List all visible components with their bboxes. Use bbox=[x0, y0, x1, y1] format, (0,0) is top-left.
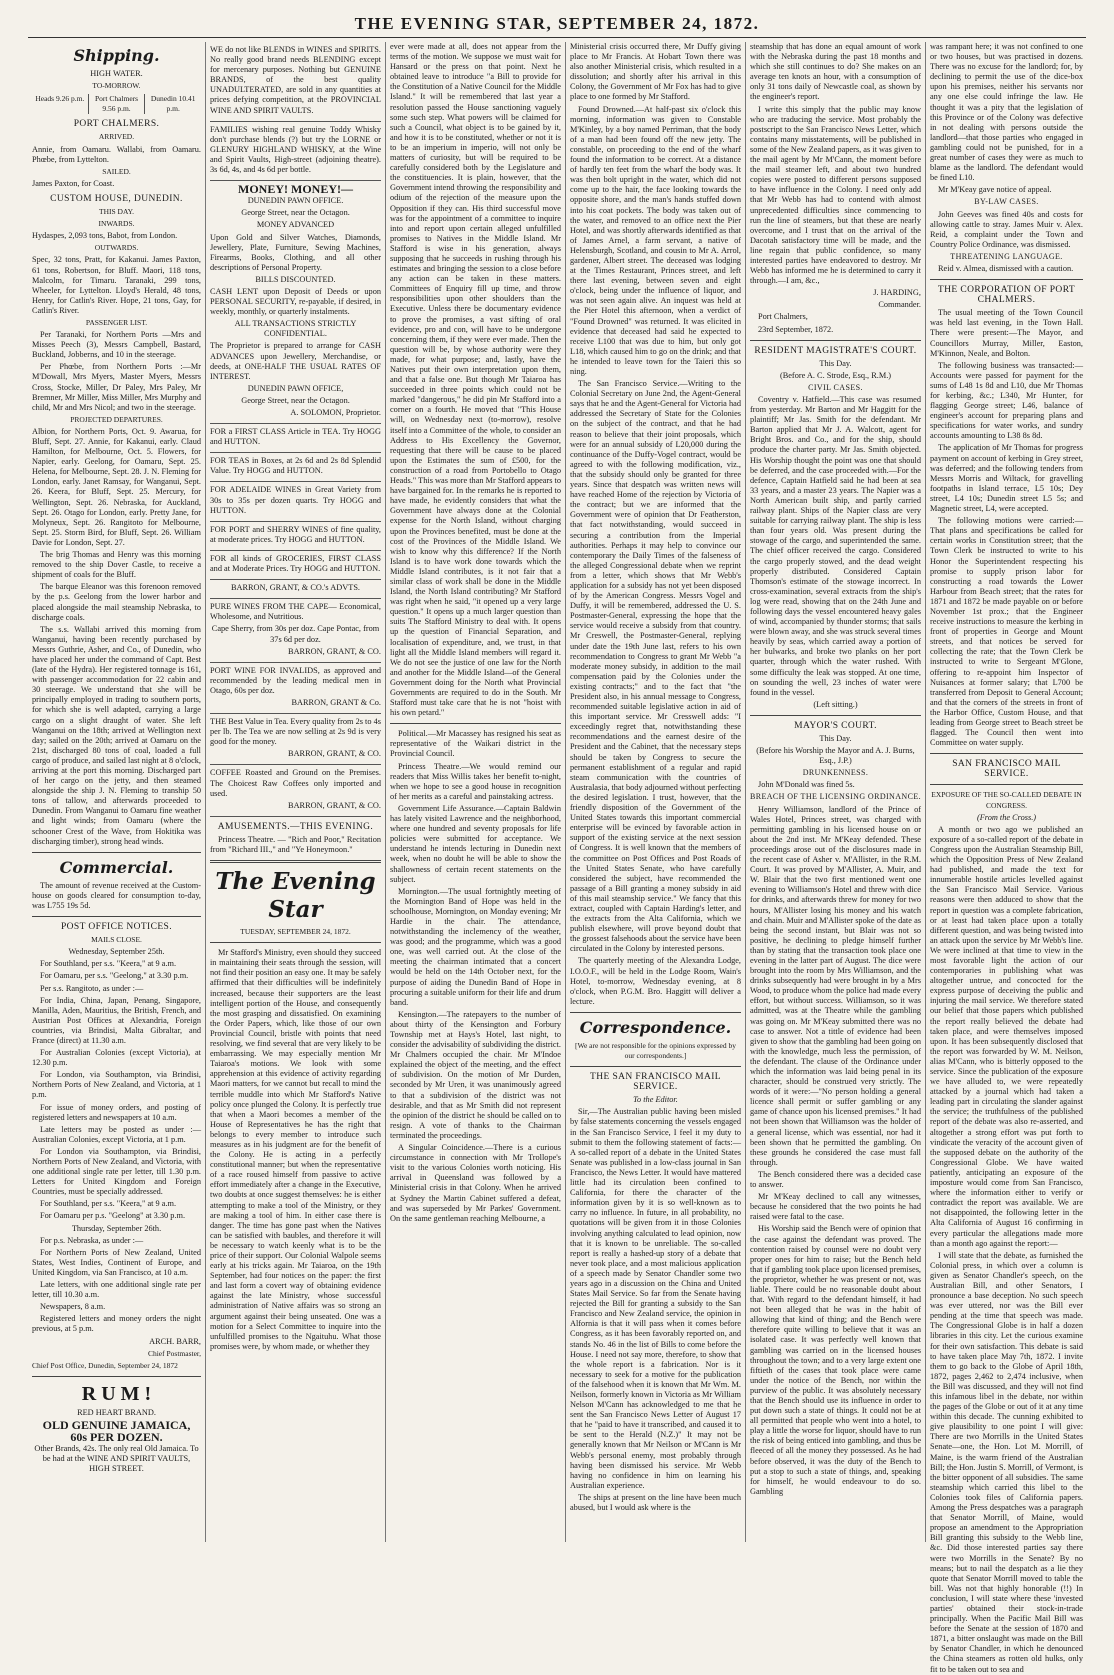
leader-article: Mr Stafford's Ministry, even should they succeed in maintaining their seats through the session, will not find their position an easy one. It may be safely affirmed that their difficulties will be indefinitely increased, because their supporters are the least intelligent portion of the House, and consequently the most grasping and dissatisfied. On examining the Order Papers, which, like those of our own Provincial Council, bristle with points that need resolving, we find several that are very likely to be embarrassing. We may especially mention Mr Taiaroa's motions. We look with some apprehension at this evidence of activity regarding Maori matters, for we cannot but recall to mind the terrible muddle into which Mr Stafford's Native policy once plunged the Colony. It is perfectly true that when a Maori becomes a member of the House of Representatives he has the right that belongs to every member to introduce such measures as in his judgment are for the benefit of the Colony. He is acting in a perfectly constitutional manner; but when the representative of a race roused himself from passive to active effort immediately after a change in the Executive, two doubts at once suggest themselves: he is either attempting to make a tool of the Ministry, or they are making a tool of him. In either case there is danger. The time has gone past when the Natives can be satisfied with baubles, and therefore it will be necessary to watch keenly what is to be the price of their support. Our Colonial Walpole seems early at his tricks again. Mr Taiaroa, on the 19th September, had four notices on the paper: the first and last form a covert way of obtaining evidence against the late Ministry, whose successful administration of Native affairs was so strong an argument against their being unseated. One was a motion for a Select Committee to inquire into the unfulfilled promises to the Ngaituhu. What those promises were, by whom made, or whether they bbox=[210, 948, 381, 1351]
divider bbox=[210, 860, 381, 863]
advert-best-tea bbox=[210, 714, 381, 765]
advert-text: THE Best Value in Tea. Every quality from 2s to 4s per lb. The Tea we are now selling at 2s 9d is very good for the money. bbox=[210, 717, 381, 747]
court-report: Reid v. Almea, dismissed with a caution. bbox=[938, 263, 1074, 273]
corporation-para: The usual meeting of the Town Council was held last evening, in the Town Hall. There were present:—The Mayor, and Councillors Murray, Miller, Easton, M'Kinnon, Neale, and Bolton. bbox=[930, 308, 1083, 358]
advert-text: FOR PORT and SHERRY WINES of fine quality, at moderate prices. Try HOGG and HUTTON. bbox=[210, 524, 381, 544]
mail-item: For Northern Ports of New Zealand, United States, West Indies, Continent of Europe, and United Kingdom, via San Francisco, at 10 a.m. bbox=[32, 1247, 201, 1277]
mail-item: For issue of money orders, and posting of registered letters and newspapers at 10 a.m. bbox=[32, 1102, 201, 1122]
rm-court-heading: RESIDENT MAGISTRATE'S COURT. bbox=[754, 345, 917, 356]
advert-sign: BARRON, GRANT, & CO. bbox=[288, 749, 381, 759]
correspondence-heading: Correspondence. bbox=[579, 1017, 732, 1037]
commercial-heading: Commercial. bbox=[59, 857, 174, 877]
tide-table bbox=[32, 94, 201, 114]
pawn-body: Upon Gold and Silver Watches, Diamonds, Jewellery, Plate, Furniture, Sewing Machines, Firearms, Books, Clothing, and all other descriptions of Personal Property. bbox=[210, 232, 381, 272]
court-report: Mr M'Keay declined to call any witnesses, because he considered that the two points he had raised were fatal to the case. bbox=[750, 1192, 921, 1222]
news-item: Kensington.—The ratepayers to the number of about thirty of the Kensington and Forbury Township met at Hays's Hotel, last night, to consider the advisability of subdividing the district. Mr Chalmers occupied the chair. Mr M'Indoe explained the object of the meeting, and the effect of subdivision. On the motion of Mr Durden, seconded by Mr Uren, it was unanimously agreed to that a subdivision of the district was not desirable, and that as Mr Smith did not represent the opinion of the district he should be called on to resign. A vote of thanks to the Chairman terminated the proceedings. bbox=[390, 1009, 561, 1140]
divider bbox=[32, 1376, 201, 1377]
rum-ad-price: 60s PER DOZEN. bbox=[70, 1429, 163, 1444]
pawn-office-name: DUNEDIN PAWN OFFICE, bbox=[247, 383, 344, 393]
mail-item: For London via Southampton, via Brindisi, Northern Ports of New Zealand, and Victoria, with one additional single rate per letter, till 1.30 p.m. Letters for United Kingdom and Foreign Countries, must be specially addressed. bbox=[32, 1146, 201, 1197]
mail-item: For Australian Colonies (except Victoria), at 12.30 p.m. bbox=[32, 1048, 201, 1068]
mail-item: For Oamaru, per s.s. "Geelong," at 3.30 p.m. bbox=[40, 971, 189, 981]
mail-item: Late letters may be posted as under :— Australian Colonies, except Victoria, at 1 p.m. bbox=[32, 1124, 201, 1144]
confidential: ALL TRANSACTIONS STRICTLY CONFIDENTIAL. bbox=[234, 319, 357, 339]
arrived-list: Annie, from Oamaru. Wallabi, from Oamaru. Phœbe, from Lyttelton. bbox=[32, 144, 201, 164]
advert-heading: BARRON, GRANT, & CO.'s ADVTS. bbox=[230, 583, 361, 593]
advert-sign: BARRON, GRANT, & CO. bbox=[288, 800, 381, 810]
letter-signature-title: Commander. bbox=[878, 300, 921, 310]
advert-text: PORT WINE FOR INVALIDS, as approved and recommended by the leading medical men in Otago, 60s per doz. bbox=[210, 665, 381, 695]
letter-salutation: To the Editor. bbox=[633, 1095, 678, 1105]
letter-body: Sir,—The Australian public having been misled by false statements concerning the vessels engaged in the San Francisco Service, I feel it my duty to submit to them the following statement of facts:—A so-called report of a debate in the United States Senate was published in a low-class journal in San Francisco, the News Letter. It would have mattered little had its circulation been confined to California, for there the character of the information given by it is so well-known as to carry no influence. In future, in all probability, no quotations will be given from it in those Colonies involving anything calculated to lead opinion, now that it is known to be unreliable. The so-called report is really a hashed-up story of a debate that never took place, and a most malicious application of a speech made by Senator Chandler some two years ago in a discussion on the China and United States Mail Service. So far from the Senate having rejected the Bill for granting a subsidy to the San Francisco and New Zealand service, the opinion in Alfornia is that it will pass when it comes before Congress, as it has been favorably reported on, and stands No. 46 in the list of Bills to come before the House. I need not say more, therefore, to show that the whole report is a fabrication. Nor is it necessary to seek for a motive for the publication of the falsehood when it is known that Mr Wm. M. Neilson, formerly known in Victoria as Mr William Nelson M'Cann has acknowledged to me that he sent the San Francisco News Letter of August 17 that he "paid to have it transcribed, and caused it to be sent to the Herald (N.Z.)" It may not be generally known that Mr Neilson or M'Cann is Mr Webb's personal enemy, most probably through having been dismissed his service. Mr Webb having no confidence in him on learning his Australian experience. bbox=[570, 1107, 741, 1490]
court-report: Mr M'Keay gave notice of appeal. bbox=[938, 185, 1052, 195]
cash-lent: CASH LENT upon Deposit of Deeds or upon PERSONAL SECURITY, re-payable, if desired, in weekly, monthly, or quarterly instalments. bbox=[210, 286, 381, 317]
passenger-heading: PASSENGER LIST. bbox=[85, 317, 148, 327]
passenger-para: Per Taranaki, for Northern Ports —Mrs and Misses Peech (3), Messrs Campbell, Bastard, Buckland, Jobberns, and 10 in the steerage. bbox=[32, 330, 201, 360]
court-report: John M'Donald was fined 5s. bbox=[758, 780, 855, 790]
disclaimer: [We are not responsible for the opinions expressed by our correspondents.] bbox=[574, 1040, 737, 1060]
advert-groceries bbox=[210, 551, 381, 580]
divider bbox=[930, 753, 1083, 754]
news-item: Found Drowned.—At half-past six o'clock this morning, information was given to Constable M'Kinley, by a boy named Perriman, that the body of a man had been found off the new jetty. The constable, on proceeding to the end of the wharf found the information to be correct. At a distance of hardly ten feet from the wharf the body was. It was then bolt upright in the water, which did not come up to the hair, the face looking towards the opposite shore, and the man's hands stuffed down into his coat pockets. The body was taken out of the water, and removed to an office next the Pier Hotel, and was shortly afterwards identified as that of James Arnel, a farm servant, a native of Helensburgh, Scotland, and cousin to Mr A. Arrol, gardener, Albert street. The deceased was lodging at the Times Restaurant, Princes street, and left there last evening, between seven and eight o'clock, being under the influence of liquor, and was not seen again alive. An inquest was held at the Pier Hotel this afternoon, when a verdict of "Found Drowned" was returned. It was elicited in evidence that deceased had said he expected to receive L100 that was due to him, but only got L18, which caused him to go on the drink; and that he intended to leave town for the Taieri this so ning. bbox=[570, 104, 741, 376]
divider bbox=[32, 916, 201, 917]
corporation-para: The application of Mr Thomas for progress payment on account of kerbing in Grey street, was deferred; and the following tenders from Messrs Morris and Wiltack, for gravelling footpaths in Island terrace, L5 10s; Dey street, L4 10s; Dunedin street L5 5s; and Magnetic street, L4, were accepted. bbox=[930, 443, 1083, 514]
this-day-label: This Day. bbox=[819, 734, 852, 743]
advert-text: FOR all kinds of GROCERIES, FIRST CLASS and at Moderate Prices. Try HOGG and HUTTON. bbox=[210, 553, 381, 574]
advert-port-sherry bbox=[210, 522, 381, 551]
advert-text: FOR TEAS in Boxes, at 2s 6d and 2s 8d Splendid Value. Try HOGG and HUTTON. bbox=[210, 456, 381, 476]
before-label: (Before A. C. Strode, Esq., R.M.) bbox=[779, 370, 892, 380]
proprietor-name: A. SOLOMON, Proprietor. bbox=[290, 408, 381, 417]
threatening-heading: THREATENING LANGUAGE. bbox=[950, 251, 1063, 261]
tide-dunedin: Dunedin 10.41 p.m. bbox=[144, 94, 201, 114]
advert-tea-boxes bbox=[210, 453, 381, 482]
inwards-list: Hydaspes, 2,093 tons, Babot, from London. bbox=[32, 231, 178, 241]
shipping-para: The brig Thomas and Henry was this morning removed to the ship Dover Castle, to receive a shipment of coals for the Bluff. bbox=[32, 550, 201, 580]
post-office-heading: POST OFFICE NOTICES. bbox=[60, 922, 173, 933]
advert-text: FAMILIES wishing real genuine Toddy Whisky don't purchase blends (?) but try the LORNE or GLENURY HIGHLAND WHISKY, at the Wine and Spirit Vaults, High-street (adjoining theatre). 3s 6d, 4s, and 4s 6d per bottle. bbox=[210, 124, 381, 175]
article-body: A month or two ago we published an exposure of a so-called report of the debate in Congress upon the Australian Steamship Bill, which the Opposition Press of New Zealand had published, and made the text for innumerable hostile articles levelled against the San Francisco Mail Service. Various reasons were then adduced to show that the report in question was a complete fabrication, or at least had taken place upon a totally different question, and was being twisted into an attack upon the service by Mr Webb's line. We were inclined at that time to view in the most favorable light the action of our contemporaries in publishing what was altogether untrue, and concocted for the express purpose of deceiving the public and injuring the mail service. We therefore stated our belief that those papers which published the report really believed the debate had taken place, and were themselves imposed upon. It has been subsequently disclosed that the report was forwarded by W. M. Neilson, alias M'Cann, who is bitterly opposed to the service. Since the publication of the exposure we have alluded to, we were repeatedly attacked by a journal which had taken a leading part in circulating the slander against the service; the truthfulness of the published report of the debate was also re-asserted, and altogether a strong effort was put forth to vindicate the veracity of the account given of the supposed debate on the authority of the Congressional Globe. We have waited patiently, anticipating an exposure of the imposture would come from San Francisco, where the information either to verify or contradict the report was available. We are not disappointed, the following letter in the Alta California of August 16 confirming in every particular the allegations made more than a month ago against the report:— bbox=[930, 824, 1083, 1248]
column-3 bbox=[385, 42, 565, 1542]
advert-text: FOR a FIRST CLASS Article in TEA. Try HOGG and HUTTON. bbox=[210, 427, 381, 447]
pawn-office-address: George Street, near the Octagon. bbox=[241, 395, 350, 405]
mayors-court-heading: MAYOR'S COURT. bbox=[794, 720, 877, 731]
tide-port: Port Chalmers 9.56 p.m. bbox=[88, 94, 145, 114]
amusements-heading: AMUSEMENTS.—THIS EVENING. bbox=[217, 821, 374, 832]
news-item: Political.—Mr Macassey has resigned his seat as representative of the Waikari district in the Provincial Council. bbox=[390, 729, 561, 759]
pawn-office-address: George Street, near the Octagon. bbox=[241, 208, 350, 218]
advert-barron-heading bbox=[210, 580, 381, 599]
pawn-money-title: MONEY! MONEY!— bbox=[238, 182, 353, 197]
letter-body-cont: steamship that has done an equal amount of work with the Nebraska during the past 18 months and which she still continues to do? She makes on an average ten knots an hour, with a consumption of only 31 tons daily of Newcastle coal, as shown by the engineer's report. bbox=[750, 42, 921, 102]
news-item: Mornington.—The usual fortnightly meeting of the Mornington Band of Hope was held in the schoolhouse, Mornington, on Monday evening; Mr Hardie in the chair. The attendance, notwithstanding the inclemency of the weather, was good; and the programme, which was a good one, was well carried out. At the close of the meeting the chairman intimated that a concert would be held on the 14th October next, for the purpose of aiding the Dunedin Band of Hope in procuring a suitable uniform for their life and drum band. bbox=[390, 886, 561, 1007]
news-item-cont: Ministerial crisis occurred there, Mr Duffy giving place to Mr Francis. At Hobart Town there was also another Ministerial crisis, which resulted in a dissolution; and shortly after his arrival in this Colony, the Government of Mr Fox has had to give place to one formed by Mr Stafford. bbox=[570, 42, 741, 102]
corporation-para: The following motions were carried:—That plans and specifications be called for certain works in Constitution street; that the Town Clerk be instructed to write to his Honor the Superintendent respecting his promise to supply prison labor for constructing a road towards the Lower Harbour from Beach street; that the rates for 1871 and 1872 be made payable on or before November 1st prox.; that the Engineer receive instructions to measure the kerbing in front of properties in George and Mount streets, and that notices be served for collecting the rate; that the Town Clerk be instructed to write to Sergeant M'Glone, offering to re-appoint him Inspector of Nuisances at former salary; that L700 be transferred from Deposit to General Account; and that the corners of the streets in front of the Harbor Office, Custom House, and that leading from George street to Beach street be flagged. The Council then went into Committee on water supply. bbox=[930, 516, 1083, 748]
column-1 bbox=[28, 42, 205, 1542]
date-line: Wednesday, September 25th. bbox=[68, 947, 165, 957]
masthead: THE EVENING STAR, SEPTEMBER 24, 1872. bbox=[354, 14, 760, 33]
source-credit: (From the Cross.) bbox=[976, 812, 1037, 822]
tomorrow-label: TO-MORROW. bbox=[92, 81, 141, 91]
drunkenness-heading: DRUNKENNESS. bbox=[802, 768, 869, 778]
mail-item: For Southland, per s.s. "Keera," at 9 a.m. bbox=[40, 959, 177, 969]
advert-text: WE do not like BLENDS in WINES and SPIRITS. No really good brand needs BLENDING except for mercenary purposes. Nothing but GENUINE BRANDS, of the best quality UNADULTERATED, are sold in any quantities at prices defying competition, at the PROVINCIAL WINE AND SPIRIT VAULTS. bbox=[210, 45, 381, 115]
nameplate-date: TUESDAY, SEPTEMBER 24, 1872. bbox=[240, 927, 351, 937]
mail-item: For Southland, per s.s. "Keera," at 9 a.m. bbox=[40, 1199, 177, 1209]
divider bbox=[32, 852, 201, 853]
money-advanced: MONEY ADVANCED bbox=[256, 220, 335, 230]
high-water-heading: HIGH WATER. bbox=[90, 69, 143, 78]
news-item: Government Life Assurance.—Captain Baldwin has lately visited Lawrence and the neighborhood, where one hundred and seventy proposals for life policies were submitted for acceptance. We understand he intends lecturing in Dunedin next week, when no doubt he will be able to show the shallowness of certain recent statements on the subject. bbox=[390, 803, 561, 884]
advert-port-invalids bbox=[210, 663, 381, 714]
projected-list: Albion, for Northern Ports, Oct. 9. Awarua, for Bluff, Sept. 27. Annie, for Kakanui, early. Claud Hamilton, for Melbourne, Oct. 5. Flowers, for Napier, early. Geelong, for Oamaru, Sept. 25. Helena, for Melbourne, Sept. 28. J. N. Fleming for London, early. Janet Ramsay, for Wanganui, Sept. 26. Keera, for Bluff, Sept. 25. Mercury, for Wellington, Sept. 26. Nebraska, for Auckland, Sept. 26. Otago for London, early. Pretty Jane, for Molyneux, Sept. 26. Rangitoto for Melbourne, Sept. 25. Storm Bird, for Bluff, Sept. 26. William Davie for London, Sept. 27. bbox=[32, 426, 201, 547]
exposure-subheading: EXPOSURE OF THE SO-CALLED DEBATE IN CONGRESS. bbox=[931, 790, 1082, 810]
advert-cape-wines bbox=[210, 599, 381, 662]
advert-blends bbox=[210, 42, 381, 122]
left-sitting: (Left sitting.) bbox=[813, 699, 858, 709]
news-item: The San Francisco Service.—Writing to the Colonial Secretary on June 2nd, the Agent-General says that he and the Agent-General for Victoria had addressed the Secretary of State for the Colonies on the subject of the contract, and that he had reason to believe that their joint proposals, which were for an annual subsidy of L20,000 during the continuance of the Duffy-Vogel contract, would be agreed to with the following modification, viz., that the subsidy should only be granted for three years. Since that despatch was written news will have reached Home of the rejection by Victoria of the contract; but we are informed that the Government were of opinion that Dr Featherston, that fact notwithstanding, would succeed in securing a contribution from the Imperial authorities. Perhaps it may help to convince our contemporary the Daily Times of the falseness of the alleged Congressional debate when we reprint from a letter, which shows that Mr Webb's application for a subsidy has not yet been disposed of by the American Congress. Messrs Vogel and Duffy, it will be remembered, addressed the U. S. Postmaster-General, expressing the hope that the service would receive a subsidy from that country. Mr Creswell, the Postmaster-General, replying under date the 19th June last, refers to his own recommendation to Congress to grant Mr Webb "a moderate money subsidy, in addition to the mail compensation paid by the Colonies under the existing contracts;" and to the fact that "the President also, in his annual message to Congress, recommended suitable legislative action in aid of this important service. Mr Cresswell adds: "I exceedingly regret that, notwithstanding these recommendations and the earnest desire of the President and the Cabinet, that the necessary steps should be taken by Congress to secure the permanent establishment of a regular and rapid steam communication with the countries of Australasia, that body adjourned without perfecting the desired legislation. I trust, however, that the friendly disposition of the Government of the United States towards this important commercial enterprise will be evinced by favorable action in support of the existing service at the next session of Congress. It is well known that the members of the committee on Post Offices and Post Roads of the United States Senate, who have carefully considered the subject, have recommended the passage of a Bill granting a money subsidy in aid of this mail steamship service." We fancy that this extract, coupled with Captain Harding's letter, and the extracts from the Alta California, which we publish elsewhere, will prove beyond doubt that the grossest falsehoods about the service have been circulated in the Colony by interested persons. bbox=[570, 379, 741, 954]
outwards-heading: OUTWARDS. bbox=[94, 243, 139, 253]
signature-place: Chief Post Office, Dunedin, September 24, 1872 bbox=[32, 1360, 178, 1370]
column-6 bbox=[925, 42, 1087, 1674]
arrived-heading: ARRIVED. bbox=[98, 132, 135, 142]
divider bbox=[750, 340, 921, 341]
divider bbox=[570, 1012, 741, 1013]
court-report: The Bench considered there was a decided case to answer. bbox=[750, 1169, 921, 1190]
proprietor-note: The Proprietor is prepared to arrange for CASH ADVANCES upon Jewellery, Merchandise, or deeds, at ONE-HALF THE USUAL RATES OF INTEREST. bbox=[210, 341, 381, 381]
sailed-heading: SAILED. bbox=[102, 166, 131, 176]
advert-sign: BARRON, GRANT, & CO. bbox=[288, 646, 381, 656]
divider bbox=[750, 715, 921, 716]
mails-close-label: MAILS CLOSE. bbox=[91, 935, 142, 945]
bills-discounted: BILLS DISCOUNTED. bbox=[255, 274, 336, 284]
top-rule bbox=[28, 37, 1086, 38]
leader-article-cont: ever were made at all, does not appear from the terms of the motion. We suppose we must wait for Hansard or the press on that point. Next he obtained leave to introduce "a Bill to provide for the Constitution of a Native Council for the Middle Island." It will be remembered that last year a resolution passed the House sanctioning vaguely some such step. What powers will be claimed for such a Council, what object is to be gained by it, and how it is to be constituted, whether or not it is to be an imperium in imperio, will not only be matters of curiosity, but will be required to be carefully considered both by the Legislature and the constituencies. It is plain, however, that the Government intend throwing the responsibility and odium of the rejection of the measure upon the Opposition if they can. His third successful move was for the appointment of a committee to inquire into and report upon certain alleged unfulfilled promises to Natives in the Middle Island. Mr Stafford is wise in his generation, always supposing that he succeeds in rushing through his estimates and bringing the session to a close before any action can be taken in these matters. Committees of Enquiry fill up time, and throw responsibilities upon other shoulders than the Executive. Unless there be documentary evidence to prove the promises, a vast sifting of oral evidence, pro and con, will have to be undergone concerning them, if they were ever made. Then the question will be, by whose authority were they made, for what purpose; and, lastly, have the Natives put their own interpretation upon them, and that a false one. But though Mr Taiaroa has succeeded in three points which could not be marked "dangerous," he did pin Mr Stafford into a corner on a fourth. He moved that "This House will, on Wednesday next (to-morrow), resolve itself into a Committee of the whole, to consider an Address to His Excellency the Governor, requesting that there will be cause to be placed upon the Estimates the sum of £500, for the construction of a road from Portobello to Otago Heads." This was more than Mr Stafford appears to have bargained for. In the remarks he is reported to have made, he evidently considers that what the Government have always done at the Colonial expense for the North Island, without charging upon the Provinces benefited, must be done at the cost of the Provinces of the Middle Island. We wish to know why this difference? If the North Island is to have work done towards which the Middle Island contributes, is it not fair that a similar class of work shall be done in the Middle Island, the North Island contributing? Mr Stafford was right when he said, "it opened up a very large question." It opens up a much larger question than suits The Stafford Ministry to deal with. It opens up the question of Financial Separation, and localisation of expenditure, and, we trust, in that light all the Middle Island members will regard it. We do not see the justice of one law for the North and another for the Middle Island—of the General Government doing for the North what Provincial Governments are required to do in the South. Mr Stafford must take care that he is not "hoist with his own petard." bbox=[390, 42, 561, 718]
civil-cases-heading: CIVIL CASES. bbox=[808, 382, 863, 392]
divider bbox=[930, 279, 1083, 280]
amusements-text: Princess Theatre. — "Rich and Poor," Recitation from "Richard III.," and "Ye Honeymoon." bbox=[210, 834, 381, 854]
corporation-para: The following business was transacted:—Accounts were passed for payment for the sums of L48 1s 8d and L10, due Mr Thomas for kerbing, &c.; L340, Mr Hunter, for flagging George street; L46, balance of engineer's account for preparing plans and specifications for water works, and sundry accounts amounting to L38 8s 8d. bbox=[930, 360, 1083, 441]
passenger-para: Per Phœbe, from Northern Ports :—Mr M'Dowall, Mrs Myers, Master Myers, Messrs Cross, Stocke, Miller, Dr Paley, Mrs Paley, Mr Bremner, Mr Miller, Miss Miller, Mrs Murphy and child, Mr and Mrs Nicol; and two in the steerage. bbox=[32, 362, 201, 412]
letter-place: Port Chalmers, bbox=[758, 312, 808, 322]
rum-ad-jamaica: OLD GENUINE JAMAICA, bbox=[42, 1417, 191, 1432]
shipping-heading: Shipping. bbox=[73, 46, 160, 65]
divider bbox=[930, 784, 1083, 785]
pawn-office-name: DUNEDIN PAWN OFFICE. bbox=[247, 196, 344, 206]
mail-item: For London, via Southampton, via Brindisi, Northern Ports of New Zealand, and Victoria, at 1 p.m. bbox=[32, 1070, 201, 1100]
custom-house-heading: CUSTOM HOUSE, DUNEDIN. bbox=[50, 193, 183, 204]
news-item: Princess Theatre.—We would remind our readers that Miss Willis takes her benefit to-night, when we hope to see a good house in recognition of her merits as a careful and painstaking actress. bbox=[390, 761, 561, 801]
sailed-list: James Paxton, for Coast. bbox=[32, 178, 115, 188]
shipping-para: The barque Eleanor was this forenoon removed by the p.s. Geelong from the lower harbor and placed alongside the mail steamship Nebraska, to discharge coals. bbox=[32, 582, 201, 622]
projected-heading: PROJECTED DEPARTURES. bbox=[70, 414, 163, 424]
letter-heading: THE SAN FRANCISCO MAIL SERVICE. bbox=[590, 1072, 721, 1093]
mail-item: For Oamaru per p.s. "Geelong" at 3.30 p.m. bbox=[40, 1211, 186, 1221]
court-report: His Worship said the Bench were of opinion that the case against the defendant was proved. The contention raised by counsel were no doubt very proper ones for him to raise; but the Bench held that if gambling took place upon licensed premises, the proprietor, whether he was present or not, was liable. There could be no reasonable doubt about that. With regard to the defendant himself, it had not been alleged that he was in the habit of allowing that kind of thing; and the Bench were therefore quite willing to believe that it was an isolated case. It was perfectly well known that gambling was carried on in the licensed houses throughout the town; and to a very large extent one fiftieth of the cases that took place were came under the notice of the Bench, nor within the purview of the public. It was absolutely necessary that the Bench should use its influence in order to put down such a state of things. It could not be at all permitted that people who went into a hotel, to play a little the worse for liquor, should have to run the risk of being enticed into gambling, and thus be fleeced of all the money they possessed. As he had before observed, it was the duty of the Bench to put a stop to such a state of things, and, speaking for himself, he would endeavour to do so. Gambling bbox=[750, 1224, 921, 1496]
rum-ad-body: Other Brands, 42s. The only real Old Jamaica. To be had at the WINE AND SPIRIT VAULTS, HIGH STREET. bbox=[34, 1444, 199, 1474]
breach-heading: BREACH OF THE LICENSING ORDINANCE. bbox=[750, 792, 922, 802]
advert-text: PURE WINES FROM THE CAPE— Economical, Wholesome, and Nutritious. bbox=[210, 602, 381, 622]
advert-sign: BARRON, GRANT & Co. bbox=[291, 697, 381, 707]
news-item: The quarterly meeting of the Alexandra Lodge, I.O.O.F., will be held in the Lodge Room, Wain's Hotel, to-morrow, Wednesday evening, at 8 o'clock, when P.G.M. Bro. Haggitt will deliver a lecture. bbox=[570, 956, 741, 1006]
mail-item: For p.s. Nebraska, as under :— bbox=[40, 1235, 144, 1245]
date-line: Thursday, September 26th. bbox=[71, 1223, 162, 1233]
mail-item: Per s.s. Rangitoto, as under :— bbox=[40, 983, 144, 993]
article-body: I will state that the debate, as furnished the Colonial press, in which over a column is given as Senator Chandler's speech, on the Australian Bill, and other Senators, I pronounce a base deception. No such speech was ever uttered, nor was the Bill ever pending at the time that speech was made. The Congressional Globe is in half a dozen libraries in this city. Let the curious examine for their own satisfaction. This debate is said to have taken place May 7th, 1872. I invite them to go back to the Globe of April 18th, 1872, pages 2,462 to 2,474 inclusive, when the Bill was discussed, and they will not find this infamous libel in the debate, nor within the pages of the Globe or out of it at any time within this decade. The cunning exhibited to give plausibility to one point I will give: There are two Morrills in the United States Senate—one, the Hon. Lot M. Morrill, of Maine, is the warm friend of the Australian Bill; the Hon. Justin S. Morrill, of Vermont, is the bitter opponent of all subsidies. The same steamship which carried this libel to the Colonies took files of California papers. Among the Press despatches was a paragraph that Senator Morrill, of Maine, would propose an amendment to the Appropriation Bill granting this subsidy to the Webb line, &c. Did those interested parties say there were two Morrills in the Senate? By no means; but to nail the despatch as a lie they quote that Senator Morrill moved to table the bill. Was not that highly honorable (!!) In conclusion, I will state where these 'invested parties' obtained their stock-in-trade principally. When the Pacific Mail Bill was before the Senate at the session of 1870 and 1871, a bitter onslaught was made on the Bill by Senator Chandler, in which he denounced the China steamers as rotten old hulks, only fit to be taken out to sea and bbox=[930, 1250, 1083, 1674]
bylaw-heading: BY-LAW CASES. bbox=[974, 197, 1039, 207]
commercial-para: The amount of revenue received at the Custom-house on goods cleared for consumption to-day, was L755 19s 5d. bbox=[32, 880, 201, 910]
advert-text: COFFEE Roasted and Ground on the Premises. The Choicest Raw Coffees only imported and used. bbox=[210, 768, 381, 798]
rum-ad-brand: RED HEART BRAND. bbox=[77, 1407, 156, 1417]
signature-name: ARCH. BARR, bbox=[149, 1336, 201, 1346]
court-report: Henry Williamson, landlord of the Prince of Wales Hotel, Princes street, was charged with permitting gambling in his licensed house on or about the 2nd inst. Mr M'Keay defended. These proceedings arose out of the disclosures made in the recent case of Asher v. M'Allister, in the R.M. Court. It was proved by M'Allister, A. Muir, and W. Blair that the two first mentioned went one evening to Williamson's Hotel and threw with dice for drinks, and afterwards threw for money for two hours, M'Allister losing his money and his watch and chain. Muir and M'Allister spoke of the date as being the second instant, but Blair was not so positive, he declining to pledge himself further than by stating that the transaction took place one evening in the latter part of August. The dice were brought into the room by Mrs Williamson, and the drinks subsequently had were brought in by a Mrs Wood, to produce whom the police had made every effort, but without success. Williamson, so it was admitted, was at the Theatre while the gambling was going on. Mr M'Keay submitted there was no case to answer. Not a tittle of evidence had been given to show that the gambling had been going on with the knowledge, much less the permission, of the defendant. The clause of the Ordinance under which the information was laid being penal in its character, should be construed very strictly. The words of it were:—"No person holding a general licence shall permit or suffer gambling or any game of chance upon his licensed premises." It had not been shown that Williamson was the holder of a general license, which was essential, nor had it been shown that he permitted the gambling. On these grounds he considered the case must fall through. bbox=[750, 804, 921, 1167]
divider bbox=[390, 723, 561, 724]
advert-text: FOR ADELAIDE WINES in Great Variety from 30s to 35s per dozen quarts. Try HOGG and HUTTON. bbox=[210, 485, 381, 515]
letter-body: The ships at present on the line have been much abused, but I would ask where is the bbox=[570, 1492, 741, 1513]
tide-heads: Heads 9.26 p.m. bbox=[35, 94, 85, 104]
letter-date: 23rd September, 1872. bbox=[758, 324, 834, 334]
before-label: (Before his Worship the Mayor and A. J. Burns, Esq., J.P.) bbox=[756, 746, 915, 766]
advert-adelaide bbox=[210, 482, 381, 521]
mail-item: Late letters, with one additional single rate per letter, till 10.30 a.m. bbox=[32, 1280, 201, 1300]
column-4 bbox=[565, 42, 745, 1542]
sf-mail-heading: SAN FRANCISCO MAIL SERVICE. bbox=[952, 759, 1061, 780]
mail-item: Registered letters and money orders the night previous, at 5 p.m. bbox=[32, 1314, 201, 1334]
advert-coffee bbox=[210, 765, 381, 816]
this-day-label: This Day. bbox=[819, 358, 852, 368]
letter-signature: J. HARDING, bbox=[873, 288, 921, 298]
news-item: A Singular Coincidence.—There is a curious circumstance in connection with Mr Trollope's visit to the various Colonies worth noticing. His arrival in Queensland was followed by a Ministerial crisis in that Colony. When he arrived at Sydney the Martin Cabinet suffered a defeat, and was superseded by Mr Parkes' Government. On the same gentleman reaching Melbourne, a bbox=[390, 1143, 561, 1223]
column-5 bbox=[745, 42, 925, 1542]
court-report: John Geeves was fined 40s and costs for allowing cattle to stray. James Muir v. Alex. Reid, a complaint under the Town and Country Police Ordinance, was dismissed. bbox=[930, 209, 1083, 249]
port-chalmers-heading: PORT CHALMERS. bbox=[73, 119, 160, 130]
advert-pawn bbox=[210, 181, 381, 424]
this-day-label: THIS DAY. bbox=[98, 207, 134, 217]
advert-prices: Cape Sherry, from 30s per doz. Cape Pontac, from 37s 6d per doz. bbox=[211, 624, 380, 644]
shipping-para: The s.s. Wallabi arrived this morning from Wanganui, having been recently purchased by Messrs Guthrie, Asher, and Co., of Dunedin, who have placed her under the command of Capt. Best (late of the Hydra). Her registered tonnage is 161, with passenger accommodation for 22 cabin and 30 steerage. We understand that she will be principally employed in trading to southern ports, for which she is well adapted, carrying a large cargo on a slight draught of water. She left Wanganui on the 18th; arrived at Wellington next day; sailed on the 20th; arrived at Oamaru on the 21st, discharged 80 tons of coal, loaded a full cargo of produce, and sailed last night at 8 o'clock, arriving at the port this morning. Discharged part of her cargo on the jetty, and then steamed alongside the ship J. N. Fleming to tranship 50 tons of tallow, and afterwards proceeded to Dunedin. From Wanganui to Oamaru fine weather and light winds; from Oamaru (where the schooner Crest of the Wave, from Hokitika was discharging timber), strong head winds. bbox=[32, 624, 201, 846]
mail-item: For India, China, Japan, Penang, Singapore, Manilla, Aden, Mauritius, the British, French, and Austrian Post Offices at Alexandria, Foreign countries, via Brindisi, Malta Gibraltar, and France (direct) at 11.30 a.m. bbox=[32, 995, 201, 1045]
rum-ad-title: R U M ! bbox=[81, 1382, 152, 1405]
advert-whisky bbox=[210, 122, 381, 181]
advert-tea bbox=[210, 424, 381, 453]
mail-item: Newspapers, 8 a.m. bbox=[40, 1302, 106, 1312]
signature-title: Chief Postmaster, bbox=[147, 1348, 201, 1358]
outwards-list: Spec, 32 tons, Pratt, for Kakanui. James Paxton, 61 tons, Robertson, for Bluff. Maori, 118 tons, Malcolm, for Timaru. Taranaki, 299 tons, Wheeler, for Lyttelton. Lloyd's Herald, 48 tons, Henry, for Catlin's River. Hope, 21 tons, Gay, for Catlin's River. bbox=[32, 255, 201, 315]
court-report: Coventry v. Hatfield.—This case was resumed from yesterday. Mr Barton and Mr Haggitt for the plaintiff; Mr Jas. Smith for the defendant. Mr Barton applied that Mr J. A. Walcott, agent for Bright Bros. and Co., and for the ship, should produce the charter party. Mr Jas. Smith objected. His Worship thought the point was one that should be deferred, and the case proceeded with.—For the defence, Captain Hatfield said he had been at sea 33 years, and a master 23 years. The Napier was a North American built ship, and partly carried railway plant. Ships of the Napier class are very suitable for carrying railway plant. The ship is less than four years old. Was present during the stowage of the cargo, and superintended the same. The chief officer received the cargo. Considered the cargo properly stowed, and the dead weight properly distributed. Considered Captain Thomson's estimate of the stowage incorrect. In cross-examination, several extracts from the ship's log were read, showing that on the 24th June and following days the vessel encountered heavy gales of wind, accompanied by thunder storms; that sails were blown away, and she was struck several times heavily by seas, which carried away a portion of her bulwarks, and broke two planks on her port quarter, through which the water rushed. With some difficulty the leak was stopped. At one time, on sounding the well, 23 inches of water were found in the vessel. bbox=[750, 395, 921, 697]
column-2 bbox=[205, 42, 385, 1542]
inwards-heading: INWARDS. bbox=[98, 219, 135, 229]
letter-body: I write this simply that the public may know who are traducing the service. Most probably the postscript to the San Francisco News Letter, which contains many misstatements, will be published in some of the New Zealand papers, as it was given to the mail agent by Mr M'Cann, the moment before the mail steamer left, and about two hundred copies were posted to different persons supposed to have influence in the Colony. I need only add that Mr Webb has had to contend with almost unprecedented difficulties since commencing to run the line of steamers, but that these are nearly overcome, and I trust that on the arrival of the Dacotah satisfactory time will be made, and the line regain that public confidence, so many interested parties have endeavored to destroy. Mr Webb has informed me he is determined to carry it through.—I am, &c., bbox=[750, 104, 921, 286]
evening-star-nameplate: The Evening Star bbox=[215, 868, 376, 924]
corporation-heading: THE CORPORATION OF PORT CHALMERS. bbox=[937, 285, 1076, 306]
court-report-cont: was rampant here; it was not confined to one or two houses, but was practised in dozens. There was no excuse for the landlord; for, by declining to permit the use of the dice-box upon his premises, neither his servants nor any one else could infringe the law. He thought it was a pity that the legislation of this Province or of the Colony was defective in not dealing with persons outside the landlord—that those parties who engaged in gambling could not be punished, for in a great number of cases they were as much to blame as the landlord. The defendant would be fined L10. bbox=[930, 42, 1083, 183]
divider bbox=[570, 1066, 741, 1067]
divider bbox=[210, 942, 381, 943]
